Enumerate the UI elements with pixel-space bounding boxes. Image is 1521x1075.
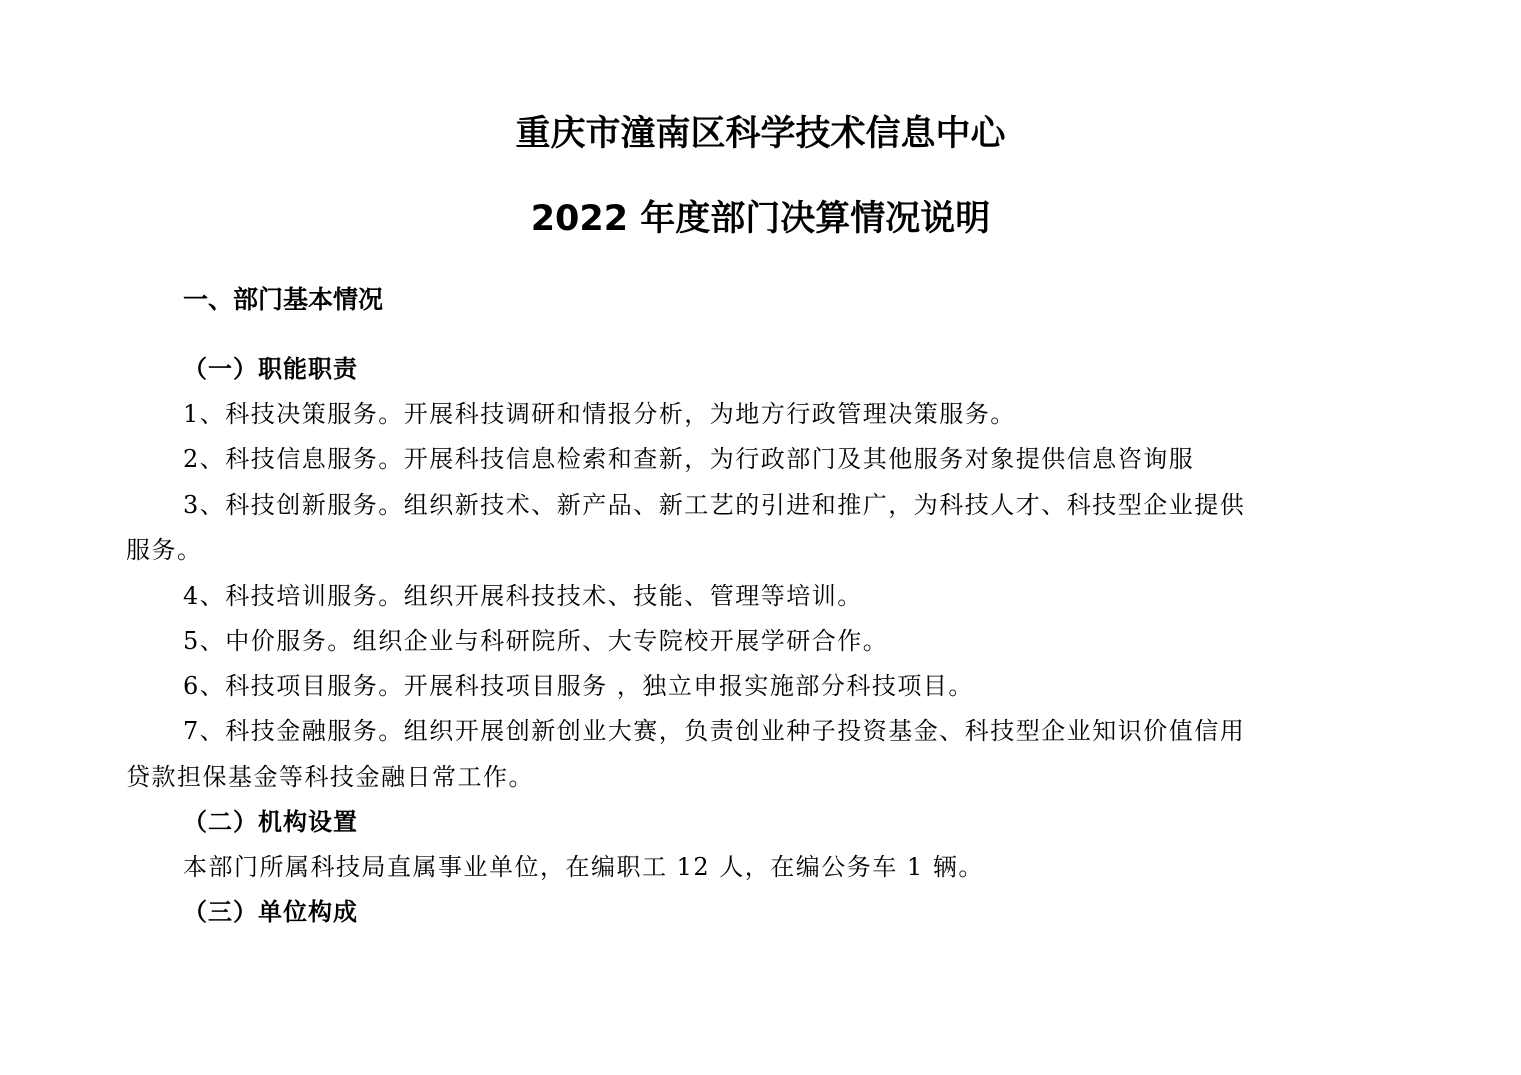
duty-item-7-line-1: 7、科技金融服务。组织开展创新创业大赛，负责创业种子投资基金、科技型企业知识价值信用 — [183, 717, 1246, 745]
organization-text: 本部门所属科技局直属事业单位，在编职工 12 人，在编公务车 1 辆。 — [183, 853, 984, 881]
duty-item-3-line-2: 服务。 — [126, 536, 203, 564]
subsection-heading-organization: （二）机构设置 — [183, 808, 358, 836]
document-title-line-1: 重庆市潼南区科学技术信息中心 — [515, 114, 1006, 154]
duty-item-5: 5、中价服务。组织企业与科研院所、大专院校开展学研合作。 — [183, 627, 889, 655]
section-heading-basic-info: 一、部门基本情况 — [183, 285, 384, 314]
duty-item-4: 4、科技培训服务。组织开展科技技术、技能、管理等培训。 — [183, 582, 863, 610]
duty-item-2: 2、科技信息服务。开展科技信息检索和查新，为行政部门及其他服务对象提供信息咨询服 — [183, 445, 1195, 473]
duty-item-6: 6、科技项目服务。开展科技项目服务 ，独立申报实施部分科技项目。 — [183, 672, 974, 700]
subsection-heading-unit-composition: （三）单位构成 — [183, 898, 358, 926]
subsection-heading-duties: （一）职能职责 — [183, 355, 358, 383]
duty-item-1: 1、科技决策服务。开展科技调研和情报分析，为地方行政管理决策服务。 — [183, 400, 1016, 428]
duty-item-3-line-1: 3、科技创新服务。组织新技术、新产品、新工艺的引进和推广，为科技人才、科技型企业提供 — [183, 491, 1246, 519]
duty-item-7-line-2: 贷款担保基金等科技金融日常工作。 — [126, 763, 534, 791]
document-title-line-2: 2022 年度部门决算情况说明 — [530, 199, 991, 239]
